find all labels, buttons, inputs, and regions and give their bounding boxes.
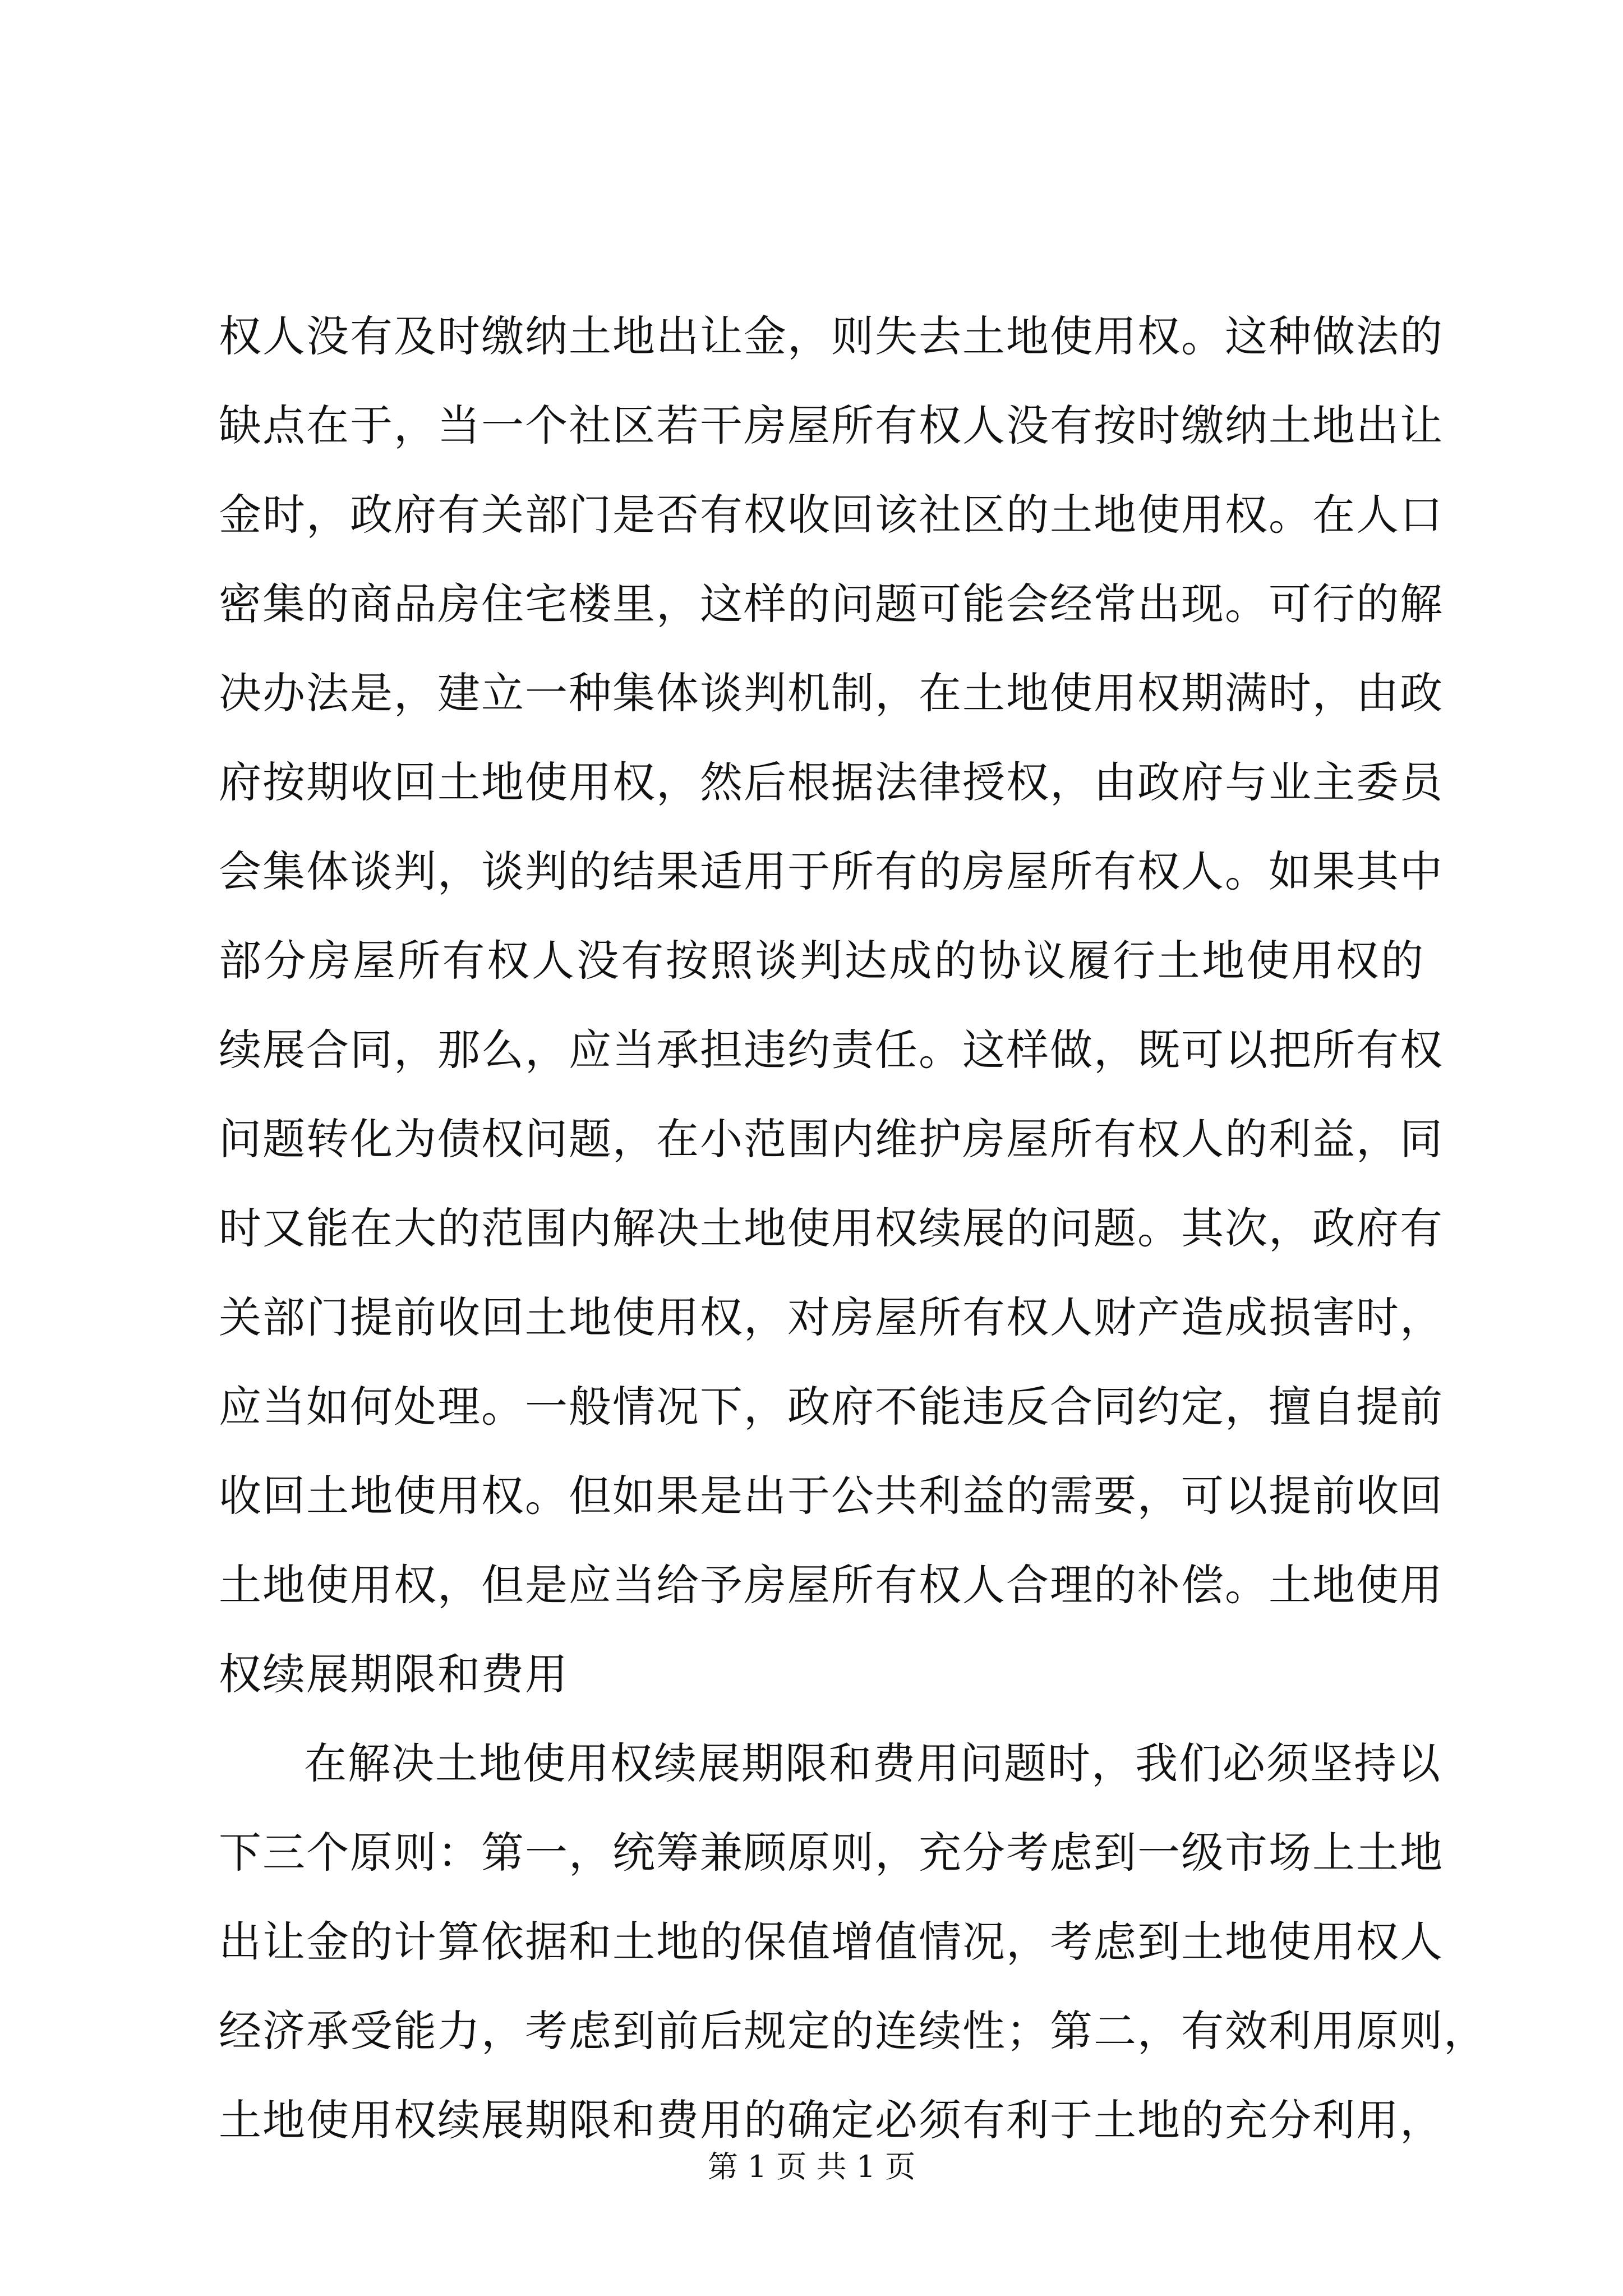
text-line: 应当如何处理。一般情况下，政府不能违反合同约定，擅自提前 [219,1382,1444,1432]
text-line: 会集体谈判，谈判的结果适用于所有的房屋所有权人。如果其中 [219,846,1444,896]
text-line: 府按期收回土地使用权，然后根据法律授权，由政府与业主委员 [219,757,1444,807]
text-line: 下三个原则：第一，统筹兼顾原则，充分考虑到一级市场上土地 [219,1828,1444,1878]
text-line: 土地使用权，但是应当给予房屋所有权人合理的补偿。土地使用 [219,1560,1444,1610]
text-line: 关部门提前收回土地使用权，对房屋所有权人财产造成损害时， [219,1292,1444,1342]
text-line: 决办法是，建立一种集体谈判机制，在土地使用权期满时，由政 [219,668,1444,718]
text-line: 金时，政府有关部门是否有权收回该社区的土地使用权。在人口 [219,490,1444,540]
text-line: 续展合同，那么，应当承担违约责任。这样做，既可以把所有权 [219,1025,1444,1075]
text-line: 部分房屋所有权人没有按照谈判达成的协议履行土地使用权的 [219,936,1424,986]
page-footer: 第 1 页 共 1 页 [707,2149,916,2184]
body-text [219,292,1487,2165]
text-line: 收回土地使用权。但如果是出于公共利益的需要，可以提前收回 [219,1471,1444,1521]
text-line-paragraph-start: 在解决土地使用权续展期限和费用问题时，我们必须坚持以 [304,1738,1441,1788]
text-line: 经济承受能力，考虑到前后规定的连续性；第二，有效利用原则， [219,2006,1487,2056]
text-line: 土地使用权续展期限和费用的确定必须有利于土地的充分利用， [219,2095,1444,2145]
text-line: 时又能在大的范围内解决土地使用权续展的问题。其次，政府有 [219,1203,1444,1253]
text-line: 出让金的计算依据和土地的保值增值情况，考虑到土地使用权人 [219,1917,1444,1967]
text-line: 缺点在于，当一个社区若干房屋所有权人没有按时缴纳土地出让 [219,401,1444,450]
text-line: 权人没有及时缴纳土地出让金，则失去土地使用权。这种做法的 [219,311,1444,361]
text-line: 问题转化为债权问题，在小范围内维护房屋所有权人的利益，同 [219,1114,1444,1164]
text-line-paragraph-end: 权续展期限和费用 [219,1649,569,1699]
text-line: 密集的商品房住宅楼里，这样的问题可能会经常出现。可行的解 [219,579,1444,629]
